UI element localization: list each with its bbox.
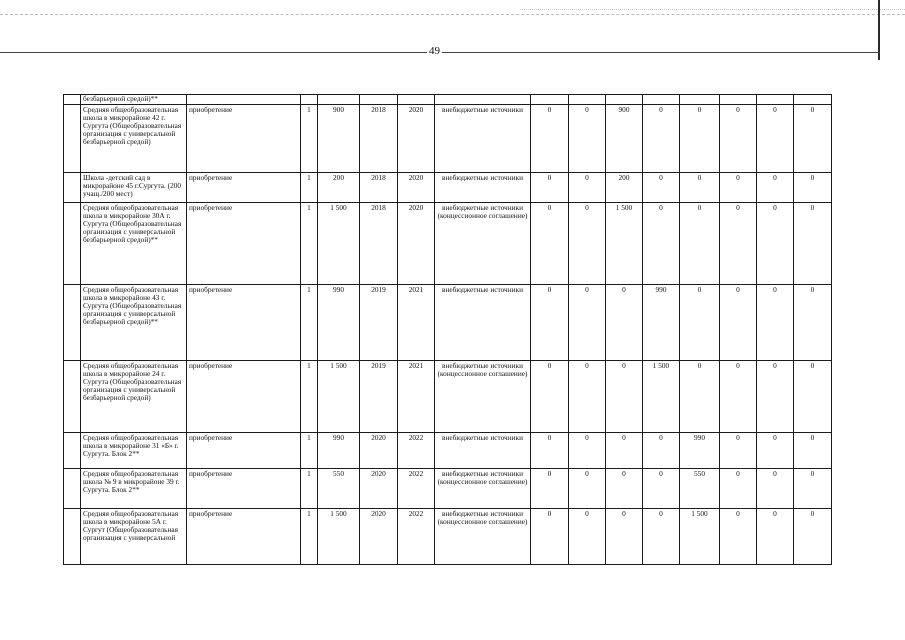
cell-capacity: 990	[318, 433, 360, 469]
cell-count: 1	[301, 203, 318, 285]
cell-object-name: Средняя общеобразовательная школа в микрорайоне 31 «Б» г. Сургута. Блок 2**	[81, 433, 187, 469]
cell-capacity: 550	[318, 469, 360, 509]
cell-value-7: 0	[757, 361, 794, 433]
cell-funding-source: внебюджетные источники (концессионное соглашение)	[435, 203, 531, 285]
cell-funding-source: внебюджетные источники	[435, 285, 531, 361]
cell-capacity: 200	[318, 173, 360, 203]
cell-value-1: 0	[531, 173, 569, 203]
table-row	[64, 105, 832, 173]
cell-value-5: 0	[680, 203, 720, 285]
cell-blank	[64, 95, 81, 105]
cell-object-name: Средняя общеобразовательная школа в микрорайоне 5А г. Сургут (Общеобразовательная организация с универсальной	[81, 509, 187, 565]
table-row	[64, 433, 832, 469]
cell-value-5: 0	[680, 285, 720, 361]
cell-value-3: 0	[606, 285, 643, 361]
cell-value-8: 0	[794, 173, 832, 203]
cell-value-5: 1 500	[680, 509, 720, 565]
cell-value-2: 0	[569, 433, 606, 469]
cell-value-2: 0	[569, 361, 606, 433]
cell-blank	[64, 203, 81, 285]
cell-funding-source: внебюджетные источники	[435, 105, 531, 173]
cell-value-2: 0	[569, 203, 606, 285]
cell-value-2: 0	[569, 105, 606, 173]
cell-object-name: Школа -детский сад в микрорайоне 45 г.Сургута. (200 учащ./200 мест)	[81, 173, 187, 203]
cell-value-3: 0	[606, 361, 643, 433]
cell-funding-source: внебюджетные источники	[435, 433, 531, 469]
cell-blank	[64, 285, 81, 361]
cell-funding-source: внебюджетные источники (концессионное соглашение)	[435, 361, 531, 433]
cell-value-2: 0	[569, 509, 606, 565]
cell-value-4: 0	[643, 509, 680, 565]
cell-capacity: 1 500	[318, 361, 360, 433]
cell-value-6: 0	[720, 509, 757, 565]
cell-value-7: 0	[757, 433, 794, 469]
cell-funding-source: внебюджетные источники	[435, 173, 531, 203]
cell-method: приобретение	[187, 361, 301, 433]
cell-value-7: 0	[757, 509, 794, 565]
cell-value-6: 0	[720, 469, 757, 509]
cell-value-1: 0	[531, 285, 569, 361]
cell-end-year: 2020	[398, 105, 435, 173]
table-row	[64, 203, 832, 285]
cell-start-year: 2019	[360, 285, 398, 361]
cell-value-6: 0	[720, 173, 757, 203]
cell-value-3: 0	[606, 469, 643, 509]
cell-value-7: 0	[757, 105, 794, 173]
table-row	[64, 285, 832, 361]
cell-blank	[398, 95, 435, 105]
cell-blank	[64, 509, 81, 565]
cell-count: 1	[301, 433, 318, 469]
cell-value-5: 990	[680, 433, 720, 469]
cell-start-year: 2018	[360, 173, 398, 203]
cell-method: приобретение	[187, 105, 301, 173]
cell-blank	[64, 105, 81, 173]
cell-value-1: 0	[531, 433, 569, 469]
table-row-fragment	[64, 95, 832, 105]
cell-value-3: 0	[606, 433, 643, 469]
cell-blank	[64, 361, 81, 433]
cell-object-name: Средняя общеобразовательная школа в микрорайоне 30А г. Сургута (Общеобразовательная организация с универсальной безбарьерной средой)**	[81, 203, 187, 285]
cell-value-8: 0	[794, 361, 832, 433]
cell-funding-source: внебюджетные источники (концессионное соглашение)	[435, 509, 531, 565]
cell-start-year: 2020	[360, 469, 398, 509]
cell-value-1: 0	[531, 361, 569, 433]
cell-blank	[569, 95, 606, 105]
cell-blank	[360, 95, 398, 105]
cell-method: приобретение	[187, 433, 301, 469]
table-row	[64, 509, 832, 565]
cell-value-7: 0	[757, 285, 794, 361]
cell-object-name: Средняя общеобразовательная школа в микрорайоне 43 г. Сургута (Общеобразовательная организация с универсальной безбарьерной средой)**	[81, 285, 187, 361]
cell-value-5: 0	[680, 105, 720, 173]
cell-value-8: 0	[794, 203, 832, 285]
cell-value-5: 0	[680, 173, 720, 203]
cell-value-8: 0	[794, 469, 832, 509]
cell-count: 1	[301, 509, 318, 565]
cell-blank	[64, 433, 81, 469]
cell-value-5: 0	[680, 361, 720, 433]
cell-value-8: 0	[794, 433, 832, 469]
cell-end-year: 2022	[398, 469, 435, 509]
cell-end-year: 2020	[398, 173, 435, 203]
cell-capacity: 1 500	[318, 509, 360, 565]
cell-value-5: 550	[680, 469, 720, 509]
objects-table	[63, 94, 832, 565]
cell-funding-source: внебюджетные источники (концессионное соглашение)	[435, 469, 531, 509]
cell-value-6: 0	[720, 105, 757, 173]
cell-value-3: 900	[606, 105, 643, 173]
cell-blank	[531, 95, 569, 105]
cell-value-4: 990	[643, 285, 680, 361]
cell-blank	[64, 173, 81, 203]
cell-end-year: 2022	[398, 433, 435, 469]
cell-object-name: Средняя общеобразовательная школа в микрорайоне 24 г. Сургута (Общеобразовательная организация с универсальной безбарьерной средой)	[81, 361, 187, 433]
cell-value-6: 0	[720, 285, 757, 361]
cell-value-1: 0	[531, 509, 569, 565]
cell-capacity: 1 500	[318, 203, 360, 285]
cell-count: 1	[301, 361, 318, 433]
cell-count: 1	[301, 173, 318, 203]
cell-end-year: 2021	[398, 361, 435, 433]
cell-value-7: 0	[757, 203, 794, 285]
cell-object-name: Средняя общеобразовательная школа в микрорайоне 42 г. Сургута (Общеобразовательная организация с универсальной безбарьерной средой)	[81, 105, 187, 173]
cell-end-year: 2022	[398, 509, 435, 565]
cell-start-year: 2020	[360, 433, 398, 469]
table-row	[64, 361, 832, 433]
cell-blank	[606, 95, 643, 105]
cell-value-4: 0	[643, 105, 680, 173]
cell-start-year: 2018	[360, 203, 398, 285]
cell-value-2: 0	[569, 285, 606, 361]
cell-end-year: 2021	[398, 285, 435, 361]
page-number: 49	[429, 45, 440, 57]
cell-end-year: 2020	[398, 203, 435, 285]
cell-value-4: 0	[643, 469, 680, 509]
cell-value-1: 0	[531, 469, 569, 509]
cell-count: 1	[301, 469, 318, 509]
cell-blank	[757, 95, 794, 105]
cell-method: приобретение	[187, 173, 301, 203]
scan-right-edge	[878, 0, 880, 60]
cell-blank	[187, 95, 301, 105]
cell-value-6: 0	[720, 203, 757, 285]
cell-value-3: 0	[606, 509, 643, 565]
cell-value-1: 0	[531, 203, 569, 285]
cell-value-4: 0	[643, 203, 680, 285]
cell-capacity: 900	[318, 105, 360, 173]
cell-method: приобретение	[187, 509, 301, 565]
cell-blank	[435, 95, 531, 105]
table-row	[64, 173, 832, 203]
cell-value-7: 0	[757, 173, 794, 203]
cell-value-8: 0	[794, 105, 832, 173]
cell-object-name: Средняя общеобразовательная школа № 9 в микрорайоне 39 г. Сургута. Блок 2**	[81, 469, 187, 509]
cell-blank	[318, 95, 360, 105]
cell-value-3: 1 500	[606, 203, 643, 285]
cell-method: приобретение	[187, 469, 301, 509]
cell-blank	[794, 95, 832, 105]
cell-value-4: 1 500	[643, 361, 680, 433]
cell-start-year: 2020	[360, 509, 398, 565]
cell-object-name: безбарьерной средой)**	[81, 95, 187, 105]
cell-blank	[720, 95, 757, 105]
cell-method: приобретение	[187, 203, 301, 285]
cell-start-year: 2018	[360, 105, 398, 173]
cell-capacity: 990	[318, 285, 360, 361]
cell-count: 1	[301, 285, 318, 361]
scan-top-edge	[0, 14, 905, 15]
cell-value-1: 0	[531, 105, 569, 173]
cell-value-4: 0	[643, 173, 680, 203]
cell-blank	[643, 95, 680, 105]
cell-value-2: 0	[569, 469, 606, 509]
cell-blank	[680, 95, 720, 105]
cell-value-2: 0	[569, 173, 606, 203]
cell-blank	[64, 469, 81, 509]
table-row	[64, 469, 832, 509]
cell-count: 1	[301, 105, 318, 173]
cell-value-4: 0	[643, 433, 680, 469]
cell-value-8: 0	[794, 509, 832, 565]
cell-value-7: 0	[757, 469, 794, 509]
cell-value-8: 0	[794, 285, 832, 361]
cell-value-6: 0	[720, 361, 757, 433]
cell-value-3: 200	[606, 173, 643, 203]
cell-start-year: 2019	[360, 361, 398, 433]
cell-blank	[301, 95, 318, 105]
scan-top-edge-secondary	[520, 9, 905, 10]
cell-method: приобретение	[187, 285, 301, 361]
cell-value-6: 0	[720, 433, 757, 469]
